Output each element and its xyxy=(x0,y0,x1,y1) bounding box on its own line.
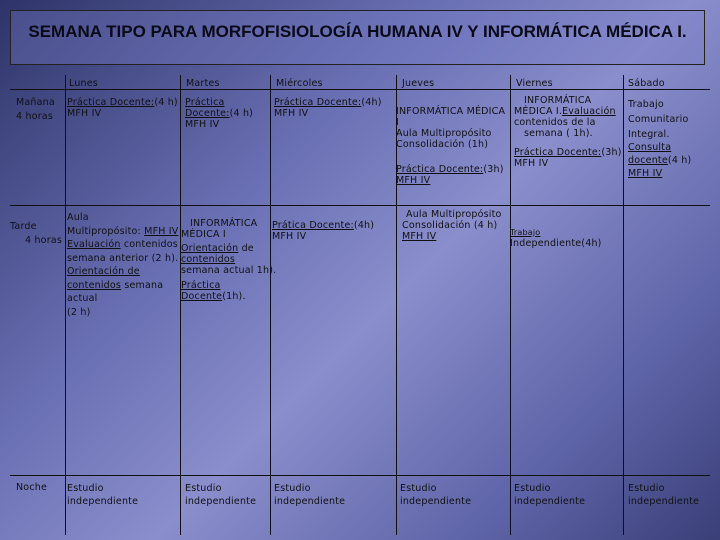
header-jueves: Jueves xyxy=(402,78,435,89)
noche-martes-cell: Estudio independiente xyxy=(185,483,257,507)
tarde-lunes-cell: Aula Multipropósito: MFH IV Evaluación contenidos semana anterior (2 h). Orientación de contenidos semana actual (2 h) xyxy=(67,212,179,318)
tarde-martes-cell: INFORMÁTICA MÉDICA I Orientación de contenidos semana actual 1h). Práctica Docente(1h). xyxy=(181,218,277,302)
noche-miercoles-cell: Estudio independiente xyxy=(274,483,346,507)
manana-viernes-cell: INFORMÁTICA MÉDICA I.Evaluación contenidos de la semana ( 1h). Práctica Docente:(3h) MFH IV xyxy=(514,95,622,169)
row-divider xyxy=(10,205,710,206)
header-lunes: Lunes xyxy=(69,78,98,89)
header-martes: Martes xyxy=(186,78,220,89)
noche-viernes-cell: Estudio independiente xyxy=(514,483,586,507)
title-text: SEMANA TIPO PARA MORFOFISIOLOGÍA HUMANA IV Y INFORMÁTICA MÉDICA I. xyxy=(28,22,687,41)
manana-lunes-cell: Práctica Docente:(4 h) MFH IV xyxy=(67,97,178,119)
row-divider xyxy=(10,475,710,476)
tarde-miercoles-cell: Prática Docente:(4h) MFH IV xyxy=(272,220,375,242)
tarde-viernes-cell: Trabajo Independiente(4h) xyxy=(510,228,602,249)
tarde-jueves-cell: Aula Multipropósito Consolidación (4 h) MFH IV xyxy=(402,209,502,242)
schedule-table xyxy=(10,75,710,535)
noche-lunes-cell: Estudio independiente xyxy=(67,483,139,507)
row-label-manana: Mañana 4 horas xyxy=(16,97,55,122)
manana-miercoles-cell: Práctica Docente:(4h) MFH IV xyxy=(274,97,382,119)
header-miercoles: Miércoles xyxy=(276,78,323,89)
column-divider xyxy=(65,75,66,535)
manana-martes-cell: Práctica Docente:(4 h) MFH IV xyxy=(185,97,254,130)
row-label-noche: Noche xyxy=(16,482,48,493)
header-viernes: Viernes xyxy=(516,78,553,89)
manana-jueves-cell: INFORMÁTICA MÉDICA I Aula Multipropósito Consolidación (1h) Práctica Docente:(3h) MFH IV xyxy=(396,106,506,186)
column-divider xyxy=(623,75,624,535)
row-divider xyxy=(10,89,710,90)
column-divider xyxy=(270,75,271,535)
manana-sabado-cell: Trabajo Comunitario Integral. Consulta docente(4 h) MFH IV xyxy=(628,99,692,179)
header-sabado: Sábado xyxy=(628,78,665,89)
page-title xyxy=(10,10,705,65)
noche-jueves-cell: Estudio independiente xyxy=(400,483,472,507)
noche-sabado-cell: Estudio independiente xyxy=(628,483,700,507)
row-label-tarde: Tarde 4 horas xyxy=(10,221,62,246)
